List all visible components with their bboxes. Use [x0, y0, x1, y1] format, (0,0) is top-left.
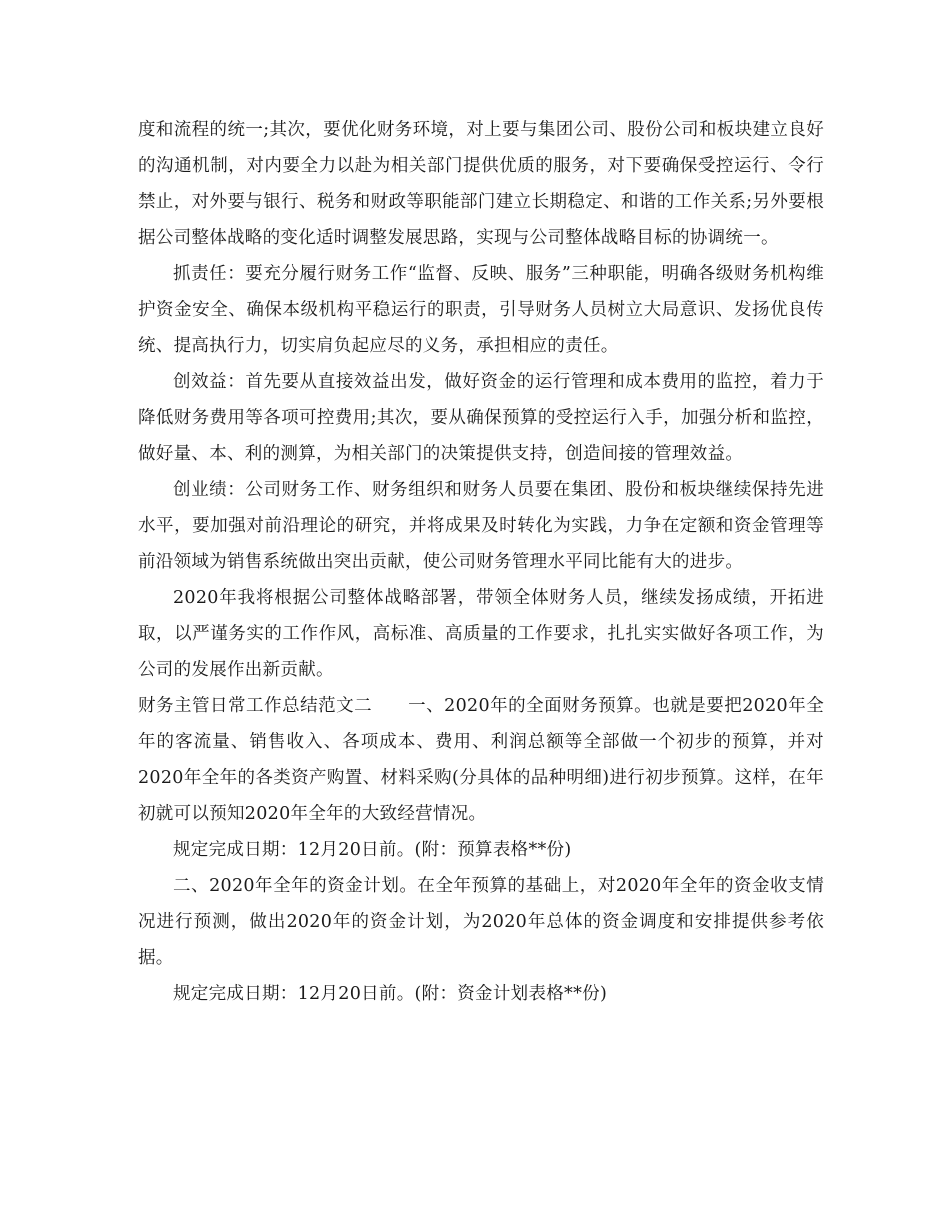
section-heading: 财务主管日常工作总结范文二 [138, 696, 373, 716]
budget-item-text: 一、2020年的全面财务预算。也就是要把2020年全年的客流量、销售收入、各项成本、费用、利润总额等全部做一个初步的预算，并对2020年全年的各类资产购置、材料采购(分具体的品种明细)进行初步预算。这样，在年初就可以预知2020年全年的大致经营情况。 [138, 696, 825, 824]
paragraph-efficiency: 创效益：首先要从直接效益出发，做好资金的运行管理和成本费用的监控，着力于降低财务费用等各项可控费用;其次，要从确保预算的受控运行入手，加强分析和监控，做好量、本、利的测算，为相关部门的决策提供支持，创造间接的管理效益。 [138, 372, 824, 464]
paragraph-capital-deadline: 规定完成日期：12月20日前。(附：资金计划表格**份) [173, 984, 608, 1004]
paragraph-performance: 创业绩：公司财务工作、财务组织和财务人员要在集团、股份和板块继续保持先进水平，要加强对前沿理论的研究，并将成果及时转化为实践，力争在定额和资金管理等前沿领域为销售系统做出突出贡献，使公司财务管理水平同比能有大的进步。 [138, 480, 824, 572]
section-two-paragraph [138, 688, 824, 832]
paragraph-responsibility: 抓责任：要充分履行财务工作“监督、反映、服务”三种职能，明确各级财务机构维护资金安全、确保本级机构平稳运行的职责，引导财务人员树立大局意识、发扬优良传统、提高执行力，切实肩负起应尽的义务，承担相应的责任。 [138, 264, 824, 356]
paragraph-strategy-continuation: 度和流程的统一;其次，要优化财务环境，对上要与集团公司、股份公司和板块建立良好的沟通机制，对内要全力以赴为相关部门提供优质的服务，对下要确保受控运行、令行禁止，对外要与银行、税务和财政等职能部门建立长期稳定、和谐的工作关系;另外要根据公司整体战略的变化适时调整发展思路，实现与公司整体战略目标的协调统一。 [138, 120, 824, 248]
paragraph-budget-deadline: 规定完成日期：12月20日前。(附：预算表格**份) [173, 840, 572, 860]
document-body [138, 112, 824, 1012]
paragraph-2020-plan: 2020年我将根据公司整体战略部署，带领全体财务人员，继续发扬成绩，开拓进取，以严谨务实的工作作风，高标准、高质量的工作要求，扎扎实实做好各项工作，为公司的发展作出新贡献。 [138, 588, 824, 680]
paragraph-capital-plan: 二、2020年全年的资金计划。在全年预算的基础上，对2020年全年的资金收支情况进行预测，做出2020年的资金计划，为2020年总体的资金调度和安排提供参考依据。 [138, 876, 824, 968]
